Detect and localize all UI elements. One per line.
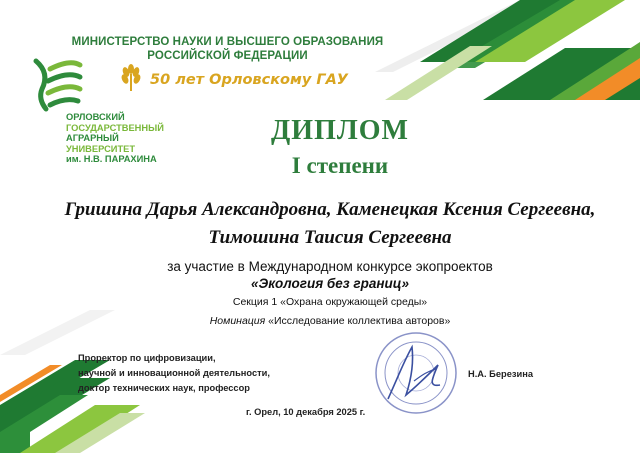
diploma-title: ДИПЛОМ [271,115,409,146]
recipients-line-1: Гришина Дарья Александровна, Каменецкая Ксения Сергеевна, [64,199,596,220]
university-line-5: им. Н.В. ПАРАХИНА [66,154,157,164]
ministry-header [60,35,395,63]
signer-line-3: доктор технических наук, профессор [78,383,250,393]
signer-position [78,351,270,396]
nomination-label: Номинация [209,315,266,327]
ministry-line-2: РОССИЙСКОЙ ФЕДЕРАЦИИ [147,50,308,62]
university-line-4: УНИВЕРСИТЕТ [66,143,136,154]
university-line-1: ОРЛОВСКИЙ [66,112,125,122]
anniversary-text: 50 лет Орловскому ГАУ [150,72,348,88]
nomination-value: «Исследование коллектива авторов» [265,315,451,327]
nomination-text [60,315,600,327]
contest-name: «Экология без границ» [250,276,409,291]
participation-text: за участие в Международном конкурсе экопроектов [167,259,493,274]
official-stamp-signature [366,325,466,420]
recipients-line-2: Тимошина Таисия Сергеевна [208,227,452,248]
university-line-3: АГРАРНЫЙ [66,133,119,143]
section-text: Секция 1 «Охрана окружающей среды» [232,296,428,308]
university-name [66,112,164,165]
university-logo-icon [30,55,88,113]
signer-name: Н.А. Березина [468,369,534,379]
signer-line-2: научной и инновационной деятельности, [78,368,270,378]
diploma-degree: I степени [291,153,389,178]
wheat-icon [116,62,146,92]
place-and-date: г. Орел, 10 декабря 2025 г. [246,407,366,417]
ministry-line-1: МИНИСТЕРСТВО НАУКИ И ВЫСШЕГО ОБРАЗОВАНИЯ [71,36,384,48]
university-line-2: ГОСУДАРСТВЕННЫЙ [66,122,164,133]
signer-line-1: Проректор по цифровизации, [78,353,216,363]
recipient-names [40,196,620,252]
